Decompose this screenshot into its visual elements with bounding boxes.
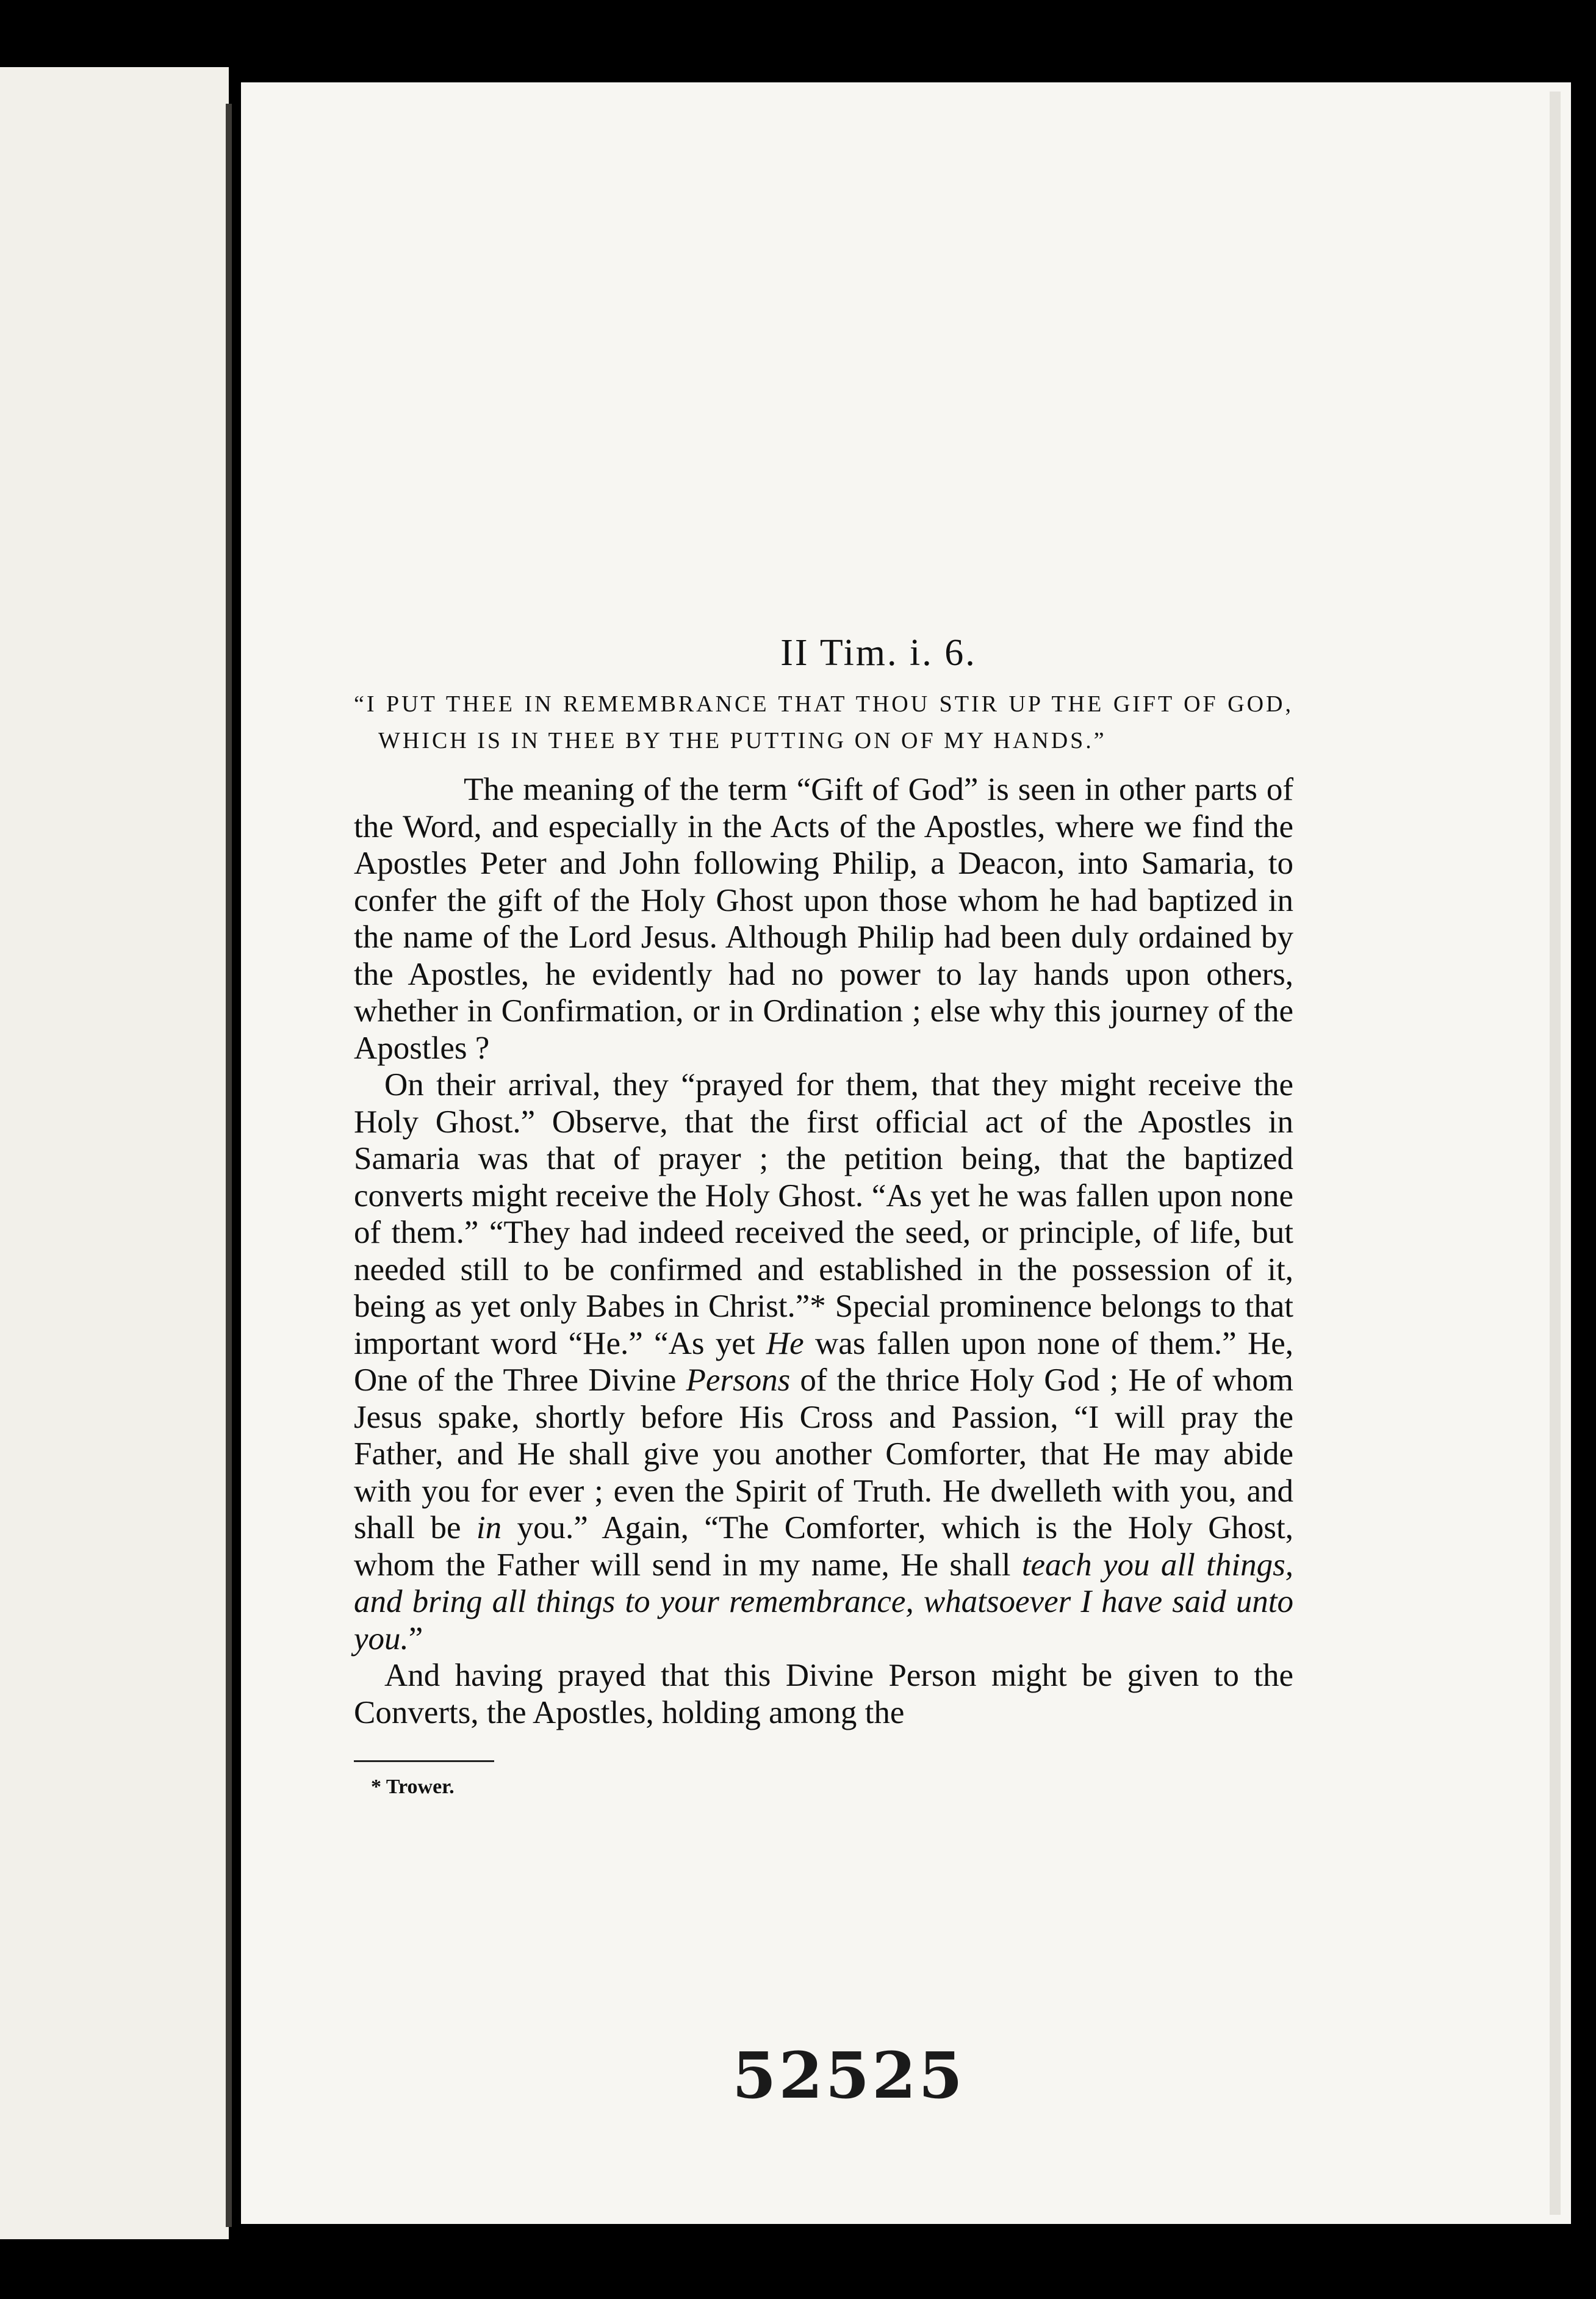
paragraph-text: of the thrice Holy God ; He of whom Jesus spake, shortly before His Cross and Passion, “I will pray the Father, and He shall give you another Comforter, that He may abide with you for ever ; even the Spirit of Truth. He dwelleth with you, and shall be bbox=[354, 1362, 1294, 1545]
epigraph-quote: “I PUT THEE IN REMEMBRANCE THAT THOU STIR UP THE GIFT OF GOD, WHICH IS IN THEE BY THE PUTTING ON OF MY HANDS.” bbox=[354, 691, 1293, 754]
scripture-reference: II Tim. i. 6. bbox=[780, 632, 977, 674]
paragraph-text: The meaning of the term “Gift of God” is seen in other parts of the Word, and especially in the Acts of the Apostles, where we find the Apostles Peter and John following Philip, a Deacon, into Samaria, to confer the gift of the Holy Ghost upon those whom he had baptized in the name of the Lord Jesus. Although Philip had been duly ordained by the Apostles, he evidently had no power to lay hands upon others, whether in Confirmation, or in Ordination ; else why this journey of the Apostles ? bbox=[354, 772, 1293, 1066]
emphasis-persons: Persons bbox=[686, 1362, 791, 1398]
paragraph-2 bbox=[354, 1067, 1293, 1657]
emphasis-teach: teach you all things, and bring all things to your remembrance, whatsoever I have said unto you. bbox=[354, 1547, 1293, 1657]
paragraph-text: And having prayed that this Divine Person might be given to the Converts, the Apostles, holding among the bbox=[354, 1658, 1293, 1730]
paragraph-text: was fallen upon none of them.” He, One of the Three Divine bbox=[354, 1325, 1293, 1398]
page-edge bbox=[1550, 92, 1561, 2215]
paragraph-text: you.” Again, “The Comforter, which is the Holy Ghost, whom the Father will send in my name, He shall bbox=[354, 1510, 1293, 1583]
facing-page bbox=[0, 67, 229, 2239]
emphasis-in: in bbox=[476, 1510, 502, 1545]
paragraph-text: On their arrival, they “prayed for them, that they might receive the Holy Ghost.” Observe, that the first official act of the Apostles in Samaria was that of prayer ; the petition being, that the baptized converts might receive the Holy Ghost. “As yet he was fallen upon none of them.” “They had indeed received the seed, or principle, of life, but needed still to be confirmed and established in the possession of it, being as yet only Babes in Christ.”* Special prominence belongs to that important word “He.” “As yet bbox=[354, 1067, 1293, 1361]
paragraph-3 bbox=[354, 1657, 1293, 1731]
footnote-rule bbox=[354, 1760, 494, 1762]
emphasis-he: He bbox=[766, 1325, 804, 1361]
page-text bbox=[354, 631, 1293, 1799]
book-spine bbox=[226, 104, 232, 2227]
paragraph-1 bbox=[354, 771, 1293, 1067]
paragraph-text: ” bbox=[408, 1621, 423, 1657]
footnote: * Trower. bbox=[371, 1776, 455, 1798]
catalog-stamp-number: 52525 bbox=[732, 2038, 965, 2113]
